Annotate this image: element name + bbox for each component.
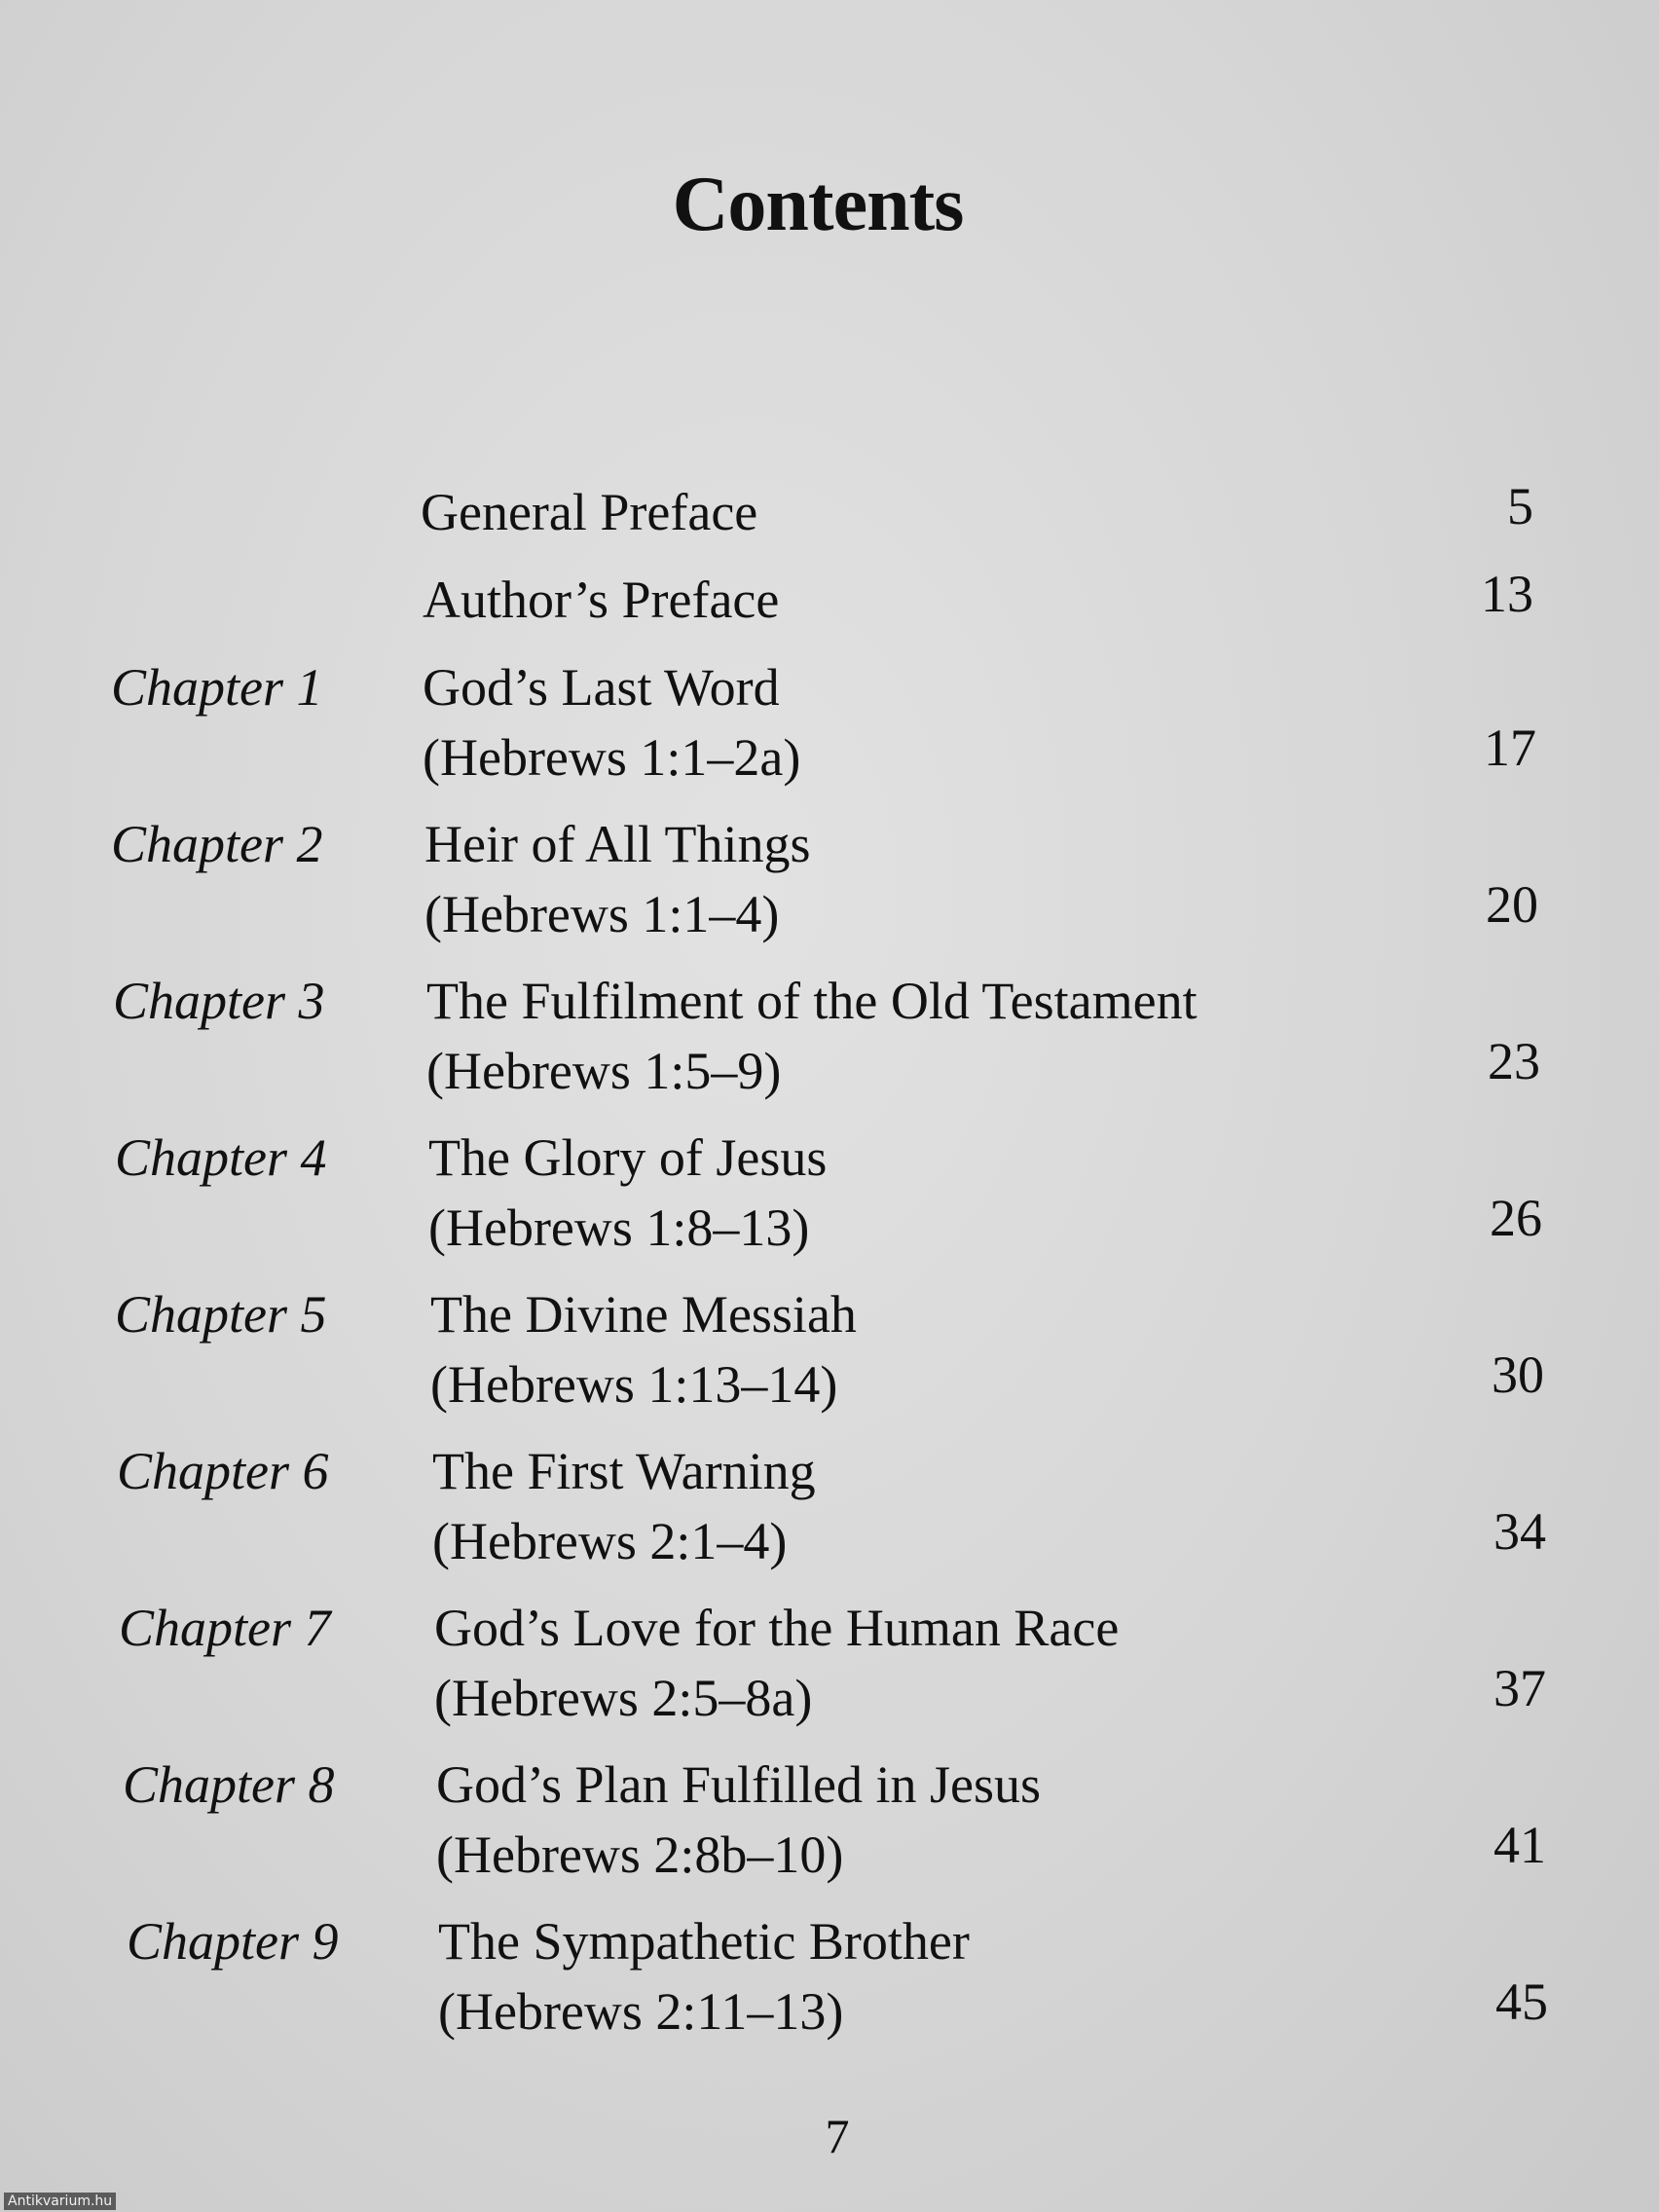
entry-page: 45 [1495,1972,1548,2031]
watermark: Antikvarium.hu [4,2193,116,2210]
entry-title: The Sympathetic Brother [438,1912,970,1971]
page-number: 7 [825,2109,850,2163]
entry-page: 34 [1493,1502,1546,1561]
chapter-label: Chapter 6 [117,1442,329,1500]
entry-reference: (Hebrews 1:1–4) [424,885,780,943]
chapter-label: Chapter 2 [111,815,323,873]
entry-title: The First Warning [432,1442,816,1500]
entry-reference: (Hebrews 2:5–8a) [434,1669,813,1727]
entry-reference: (Hebrews 1:1–2a) [423,728,801,787]
entry-title: General Preface [421,483,758,541]
page-title: Contents [672,162,964,247]
entry-page: 41 [1493,1816,1546,1874]
entry-title: The Fulfilment of the Old Testament [426,972,1198,1030]
entry-page: 13 [1481,565,1533,623]
entry-reference: (Hebrews 2:1–4) [432,1512,788,1570]
entry-title: God’s Last Word [423,658,780,717]
chapter-label: Chapter 5 [115,1285,327,1344]
entry-page: 17 [1484,719,1536,777]
chapter-label: Chapter 8 [123,1755,335,1814]
entry-title: Heir of All Things [424,815,811,873]
chapter-label: Chapter 1 [111,658,323,717]
entry-page: 37 [1493,1659,1546,1717]
chapter-label: Chapter 9 [127,1912,339,1971]
entry-page: 23 [1488,1032,1540,1090]
entry-reference: (Hebrews 2:11–13) [438,1982,844,2041]
entry-reference: (Hebrews 1:13–14) [430,1355,838,1414]
chapter-label: Chapter 3 [113,972,325,1030]
entry-title: Author’s Preface [423,571,780,629]
entry-reference: (Hebrews 2:8b–10) [436,1825,844,1884]
entry-page: 26 [1490,1189,1542,1247]
entry-title: The Glory of Jesus [428,1128,828,1187]
entry-title: The Divine Messiah [430,1285,857,1344]
entry-title: God’s Plan Fulfilled in Jesus [436,1755,1042,1814]
entry-page: 20 [1486,875,1538,934]
entry-page: 30 [1492,1346,1544,1404]
chapter-label: Chapter 4 [115,1128,327,1187]
entry-reference: (Hebrews 1:5–9) [426,1042,782,1100]
chapter-label: Chapter 7 [119,1599,331,1657]
entry-title: God’s Love for the Human Race [434,1599,1120,1657]
entry-reference: (Hebrews 1:8–13) [428,1198,810,1257]
entry-page: 5 [1507,477,1533,535]
